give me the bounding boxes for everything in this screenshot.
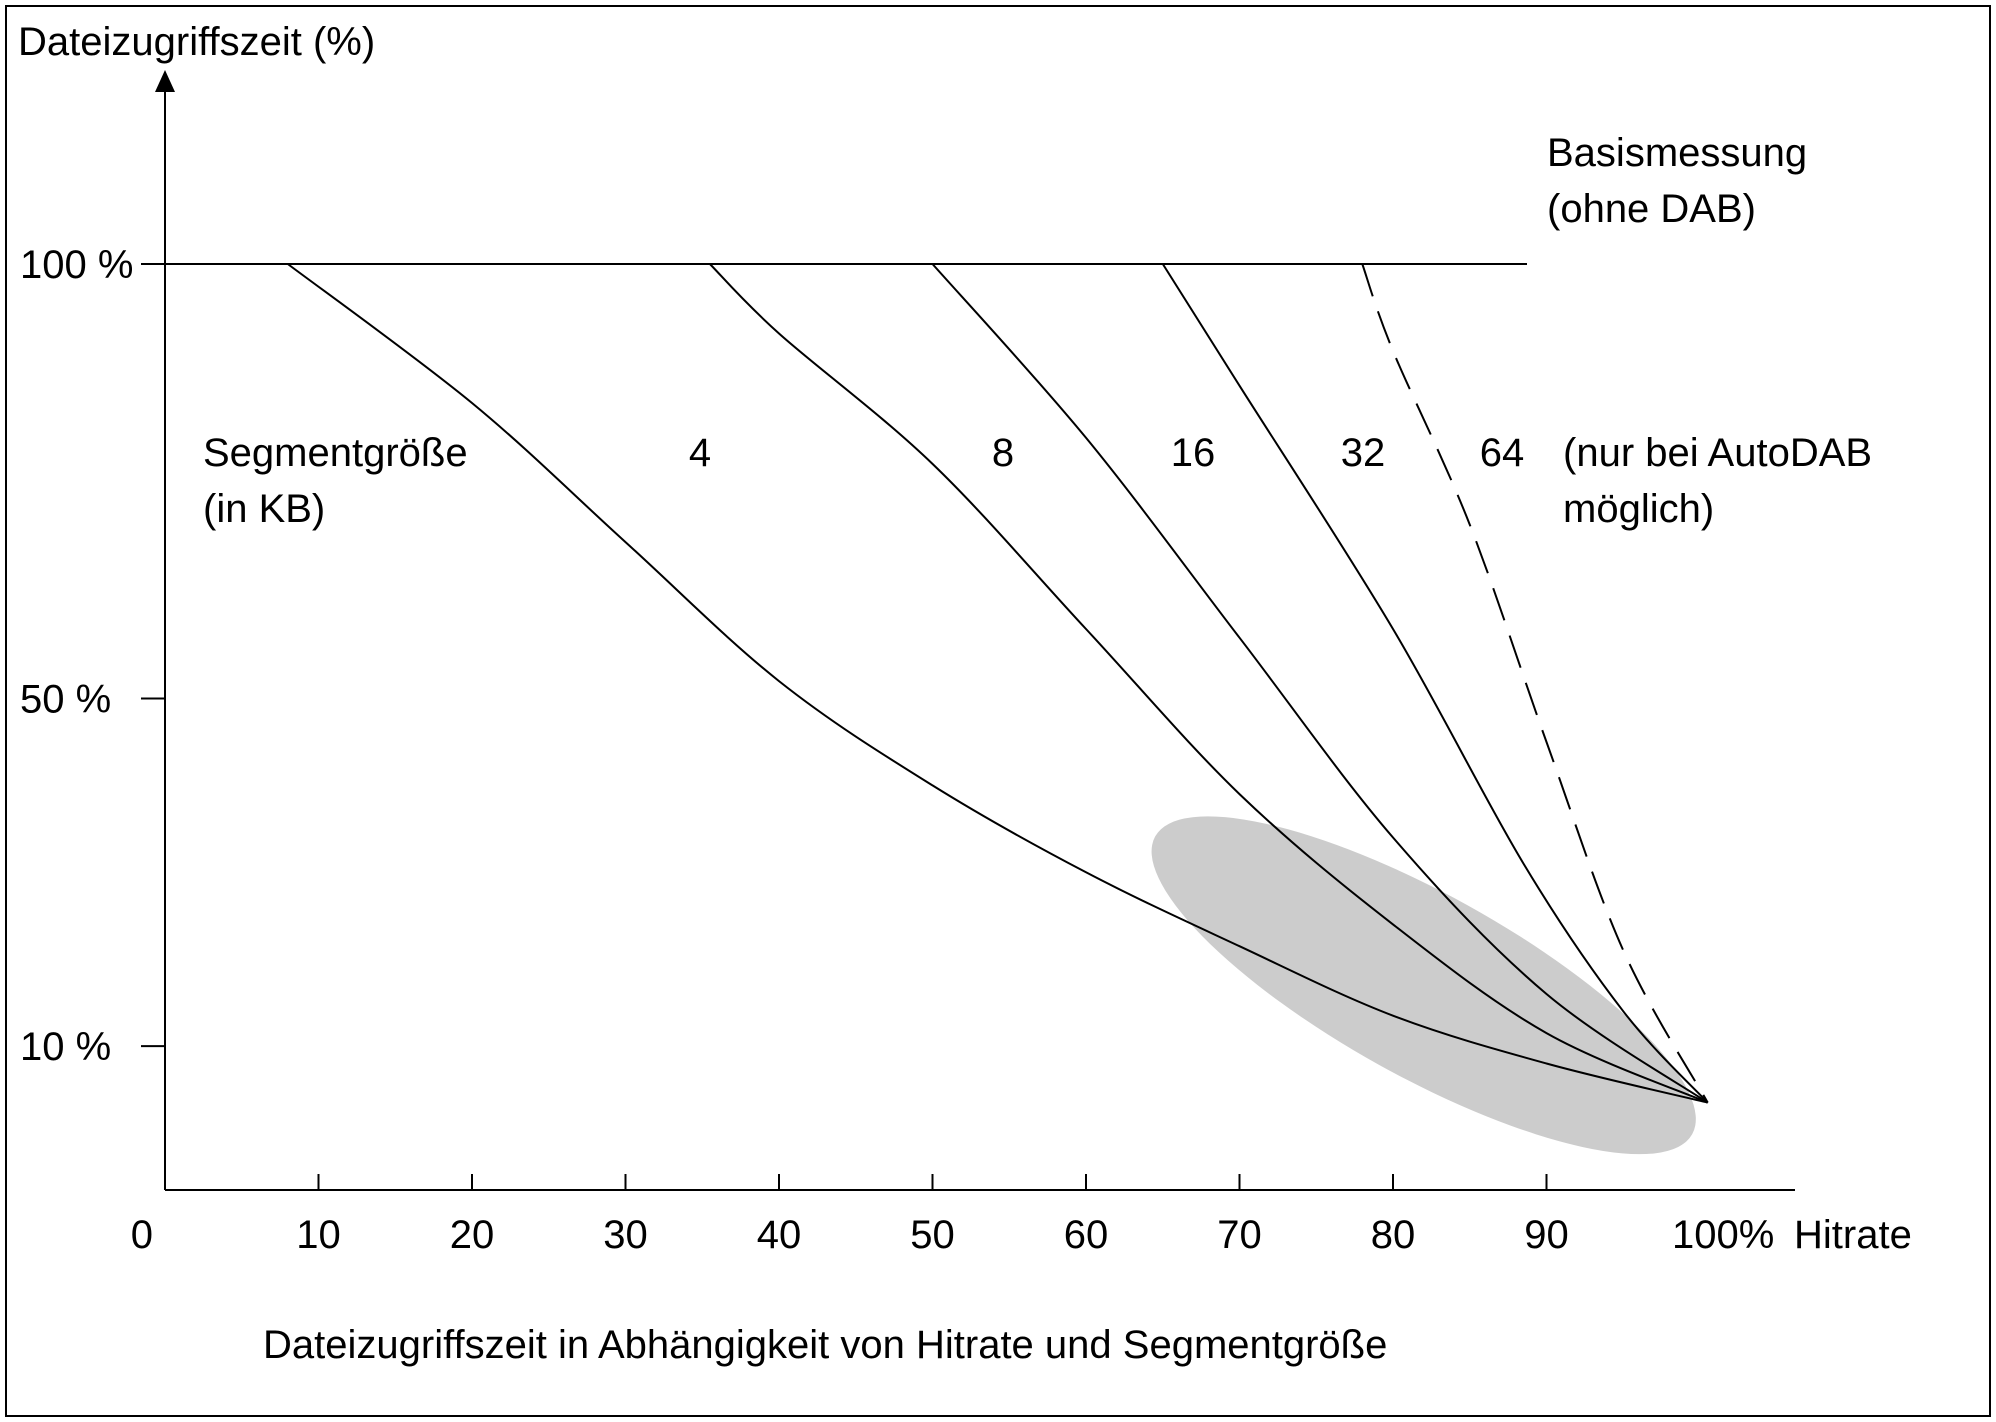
note-line2: möglich) xyxy=(1563,487,1715,531)
x-tick-label: 40 xyxy=(756,1213,802,1257)
x-tick-label: 50 xyxy=(910,1213,955,1257)
note-line1: (nur bei AutoDAB xyxy=(1563,431,1873,475)
legend-title-line1: Segmentgröße xyxy=(203,431,468,475)
x-tick-label: 70 xyxy=(1217,1213,1262,1257)
x-tick-label: 30 xyxy=(603,1213,648,1257)
y-tick-label: 10 % xyxy=(20,1025,112,1070)
x-tick-label: 10 xyxy=(296,1213,341,1257)
y-tick-label: 100 % xyxy=(20,243,134,287)
baseline-label-line1: Basismessung xyxy=(1547,131,1808,175)
legend-title-line2: (in KB) xyxy=(203,487,326,531)
x-tick-label: 60 xyxy=(1063,1213,1109,1257)
series-label-16: 16 xyxy=(1170,431,1216,475)
y-tick-label: 50 % xyxy=(20,677,112,722)
x-tick-label: 20 xyxy=(449,1213,495,1257)
baseline-label-line2: (ohne DAB) xyxy=(1547,187,1756,231)
highlight-region xyxy=(1111,757,1736,1214)
x-tick-label: 80 xyxy=(1370,1213,1416,1257)
y-axis-arrow-icon xyxy=(155,70,175,92)
x-tick-label: 0 xyxy=(130,1213,153,1257)
x-axis-label: Hitrate xyxy=(1794,1213,1912,1257)
x-tick-label: 90 xyxy=(1524,1213,1569,1257)
series-label-32: 32 xyxy=(1340,431,1386,475)
series-label-64: 64 xyxy=(1479,431,1525,475)
chart-title: Dateizugriffszeit in Abhängigkeit von Hitrate und Segmentgröße xyxy=(263,1323,1388,1367)
y-axis-label: Dateizugriffszeit (%) xyxy=(18,20,376,64)
x-tick-label: 100% xyxy=(1672,1213,1775,1257)
series-label-8: 8 xyxy=(991,431,1015,475)
series-label-4: 4 xyxy=(688,431,712,475)
